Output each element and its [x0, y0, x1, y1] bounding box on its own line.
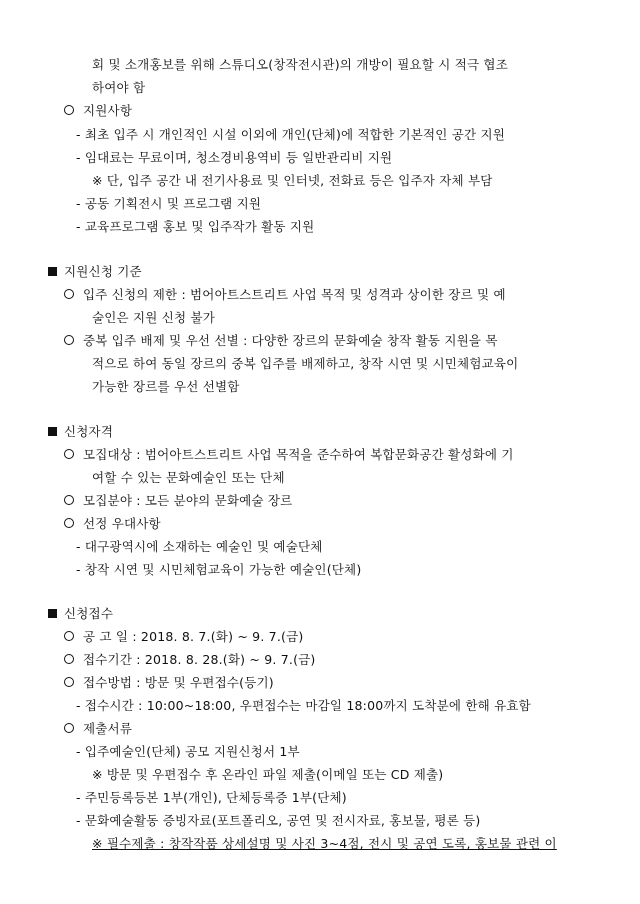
list-item: 지원사항 — [64, 103, 132, 119]
text-line: - 창작 시연 및 시민체험교육이 가능한 예술인(단체) — [76, 562, 362, 577]
text-line: 회 및 소개홍보를 위해 스튜디오(창작전시관)의 개방이 필요할 시 적극 협조 — [92, 57, 508, 72]
circle-bullet-icon — [64, 495, 74, 505]
circle-bullet-icon — [64, 723, 74, 733]
text-line: - 대구광역시에 소재하는 예술인 및 예술단체 — [76, 539, 323, 554]
square-bullet-icon — [48, 609, 57, 618]
section-heading: 신청접수 — [48, 606, 113, 622]
circle-bullet-icon — [64, 654, 74, 664]
circle-bullet-icon — [64, 335, 74, 345]
list-item: 공 고 일 : 2018. 8. 7.(화) ~ 9. 7.(금) — [64, 629, 303, 645]
list-item: 접수기간 : 2018. 8. 28.(화) ~ 9. 7.(금) — [64, 652, 316, 668]
text-line: 술인은 지원 신청 불가 — [92, 310, 215, 325]
text-line: - 교육프로그램 홍보 및 입주작가 활동 지원 — [76, 219, 315, 234]
circle-bullet-icon — [64, 518, 74, 528]
text-line: 여할 수 있는 문화예술인 또는 단체 — [92, 470, 285, 485]
circle-bullet-icon — [64, 631, 74, 641]
note-line: ※ 방문 및 우편접수 후 온라인 파일 제출(이메일 또는 CD 제출) — [92, 767, 444, 782]
note-line: ※ 필수제출 : 창작작품 상세설명 및 사진 3~4점, 전시 및 공연 도록, 홍보물 관련 이 — [92, 836, 557, 851]
square-bullet-icon — [48, 267, 57, 276]
list-item: 입주 신청의 제한 : 범어아트스트리트 사업 목적 및 성격과 상이한 장르 및 예 — [64, 287, 506, 303]
list-item: 선정 우대사항 — [64, 516, 161, 532]
text-line: 가능한 장르를 우선 선별함 — [92, 379, 240, 394]
text-line: 하여야 함 — [92, 80, 146, 95]
list-item: 모집분야 : 모든 분야의 문화예술 장르 — [64, 493, 292, 509]
section-heading: 지원신청 기준 — [48, 264, 142, 280]
circle-bullet-icon — [64, 289, 74, 299]
circle-bullet-icon — [64, 105, 74, 115]
list-item: 모집대상 : 범어아트스트리트 사업 목적을 준수하여 복합문화공간 활성화에 기 — [64, 447, 514, 463]
text-line: - 최초 입주 시 개인적인 시설 이외에 개인(단체)에 적합한 기본적인 공간 지원 — [76, 127, 506, 142]
text-line: - 입주예술인(단체) 공모 지원신청서 1부 — [76, 744, 300, 759]
list-item: 접수방법 : 방문 및 우편접수(등기) — [64, 675, 274, 691]
section-heading: 신청자격 — [48, 424, 113, 440]
text-line: - 문화예술활동 증빙자료(포트폴리오, 공연 및 전시자료, 홍보물, 평론 등) — [76, 813, 481, 828]
circle-bullet-icon — [64, 677, 74, 687]
square-bullet-icon — [48, 427, 57, 436]
text-line: 적으로 하여 동일 장르의 중복 입주를 배제하고, 창작 시연 및 시민체험교육이 — [92, 356, 519, 371]
text-line: - 접수시간 : 10:00~18:00, 우편접수는 마감일 18:00까지 도착분에 한해 유효함 — [76, 698, 531, 713]
text-line: - 주민등록등본 1부(개인), 단체등록증 1부(단체) — [76, 790, 347, 805]
text-line: - 공동 기획전시 및 프로그램 지원 — [76, 196, 262, 211]
list-item: 중복 입주 배제 및 우선 선별 : 다양한 장르의 문화예술 창작 활동 지원을 목 — [64, 333, 498, 349]
circle-bullet-icon — [64, 449, 74, 459]
list-item: 제출서류 — [64, 721, 132, 737]
text-line: - 임대료는 무료이며, 청소경비용역비 등 일반관리비 지원 — [76, 150, 393, 165]
note-line: ※ 단, 입주 공간 내 전기사용료 및 인터넷, 전화료 등은 입주자 자체 부담 — [92, 173, 493, 188]
